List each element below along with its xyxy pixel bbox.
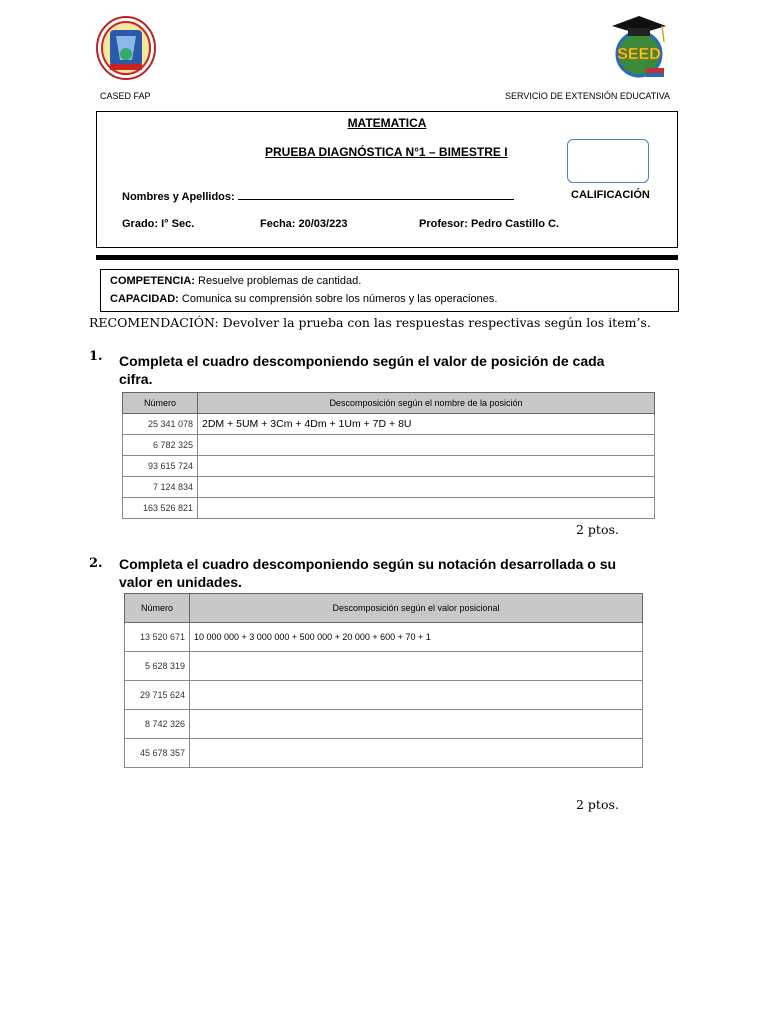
q1-table: [122, 392, 655, 519]
q2-header-row: [125, 594, 643, 623]
q2-col-descomposicion: Descomposición según el valor posicional: [190, 594, 643, 623]
capacidad: [110, 293, 497, 305]
table-row: [125, 623, 643, 652]
q1-number-cell: 7 124 834: [123, 477, 198, 498]
q1-text: Completa el cuadro descomponiendo según el valor de posición de cada cifra.: [119, 353, 605, 387]
profesor: Profesor: Pedro Castillo C.: [419, 218, 559, 230]
q2-number: 2.: [89, 556, 103, 571]
grado: Grado: I° Sec.: [122, 218, 195, 230]
q1-points: 2 ptos.: [576, 522, 619, 537]
seed-logo-text: SEED: [617, 46, 661, 63]
fap-crest-icon: [96, 16, 156, 80]
q1-number-cell: 25 341 078: [123, 414, 198, 435]
q1-number-cell: 93 615 724: [123, 456, 198, 477]
competencia-label: COMPETENCIA:: [110, 275, 195, 287]
table-row: [125, 739, 643, 768]
subject-title: MATEMATICA: [347, 116, 427, 130]
table-row: [125, 681, 643, 710]
q1-answer-cell[interactable]: [198, 456, 655, 477]
q2-col-numero: Número: [125, 594, 190, 623]
q1-header-row: [123, 393, 655, 414]
fecha: Fecha: 20/03/223: [260, 218, 348, 230]
q1-number-cell: 163 526 821: [123, 498, 198, 519]
q2-number-cell: 13 520 671: [125, 623, 190, 652]
q2-answer-cell[interactable]: [190, 652, 643, 681]
table-row: [123, 414, 655, 435]
grade-label: CALIFICACIÓN: [571, 189, 650, 201]
table-row: [123, 435, 655, 456]
table-row: [123, 477, 655, 498]
q2-answer-cell[interactable]: 10 000 000 + 3 000 000 + 500 000 + 20 000 + 600 + 70 + 1: [190, 623, 643, 652]
table-row: [125, 652, 643, 681]
capacidad-label: CAPACIDAD:: [110, 293, 179, 305]
q1-number-cell: 6 782 325: [123, 435, 198, 456]
table-row: [125, 710, 643, 739]
capacidad-text: Comunica su comprensión sobre los números y las operaciones.: [178, 293, 498, 305]
q2-table: [124, 593, 643, 768]
header-right-org: SERVICIO DE EXTENSIÓN EDUCATIVA: [505, 91, 671, 101]
q2-points: 2 ptos.: [576, 797, 619, 812]
q1-number: 1.: [89, 349, 103, 364]
test-title: PRUEBA DIAGNÓSTICA N°1 – BIMESTRE I: [265, 145, 508, 159]
q1-col-numero: Número: [123, 393, 198, 414]
grade-box[interactable]: [567, 139, 649, 183]
divider-bar: [96, 255, 678, 260]
name-label: Nombres y Apellidos:: [122, 191, 235, 203]
q2-answer-cell[interactable]: [190, 681, 643, 710]
q2-answer-cell[interactable]: [190, 710, 643, 739]
table-row: [123, 498, 655, 519]
q1-answer-cell[interactable]: [198, 435, 655, 456]
q2-number-cell: 29 715 624: [125, 681, 190, 710]
table-row: [123, 456, 655, 477]
q2-answer-cell[interactable]: [190, 739, 643, 768]
name-field[interactable]: [238, 189, 514, 200]
q1-col-descomposicion: Descomposición según el nombre de la posición: [198, 393, 655, 414]
q2-number-cell: 45 678 357: [125, 739, 190, 768]
competencia: [110, 275, 361, 287]
competencia-text: Resuelve problemas de cantidad.: [194, 275, 362, 287]
q2-number-cell: 8 742 326: [125, 710, 190, 739]
q1-answer-cell[interactable]: [198, 498, 655, 519]
seed-graduation-cap-logo-icon: [606, 12, 672, 82]
q2-text: Completa el cuadro descomponiendo según su notación desarrollada o su valor en unidades.: [119, 556, 617, 590]
header-left-org: CASED FAP: [100, 91, 151, 101]
q2-number-cell: 5 628 319: [125, 652, 190, 681]
q1-answer-cell[interactable]: [198, 477, 655, 498]
name-row: [122, 189, 514, 203]
q1-answer-cell[interactable]: 2DM + 5UM + 3Cm + 4Dm + 1Um + 7D + 8U: [198, 414, 655, 435]
recomendacion: RECOMENDACIÓN: Devolver la prueba con las respuestas respectivas según los item’s.: [89, 315, 651, 330]
